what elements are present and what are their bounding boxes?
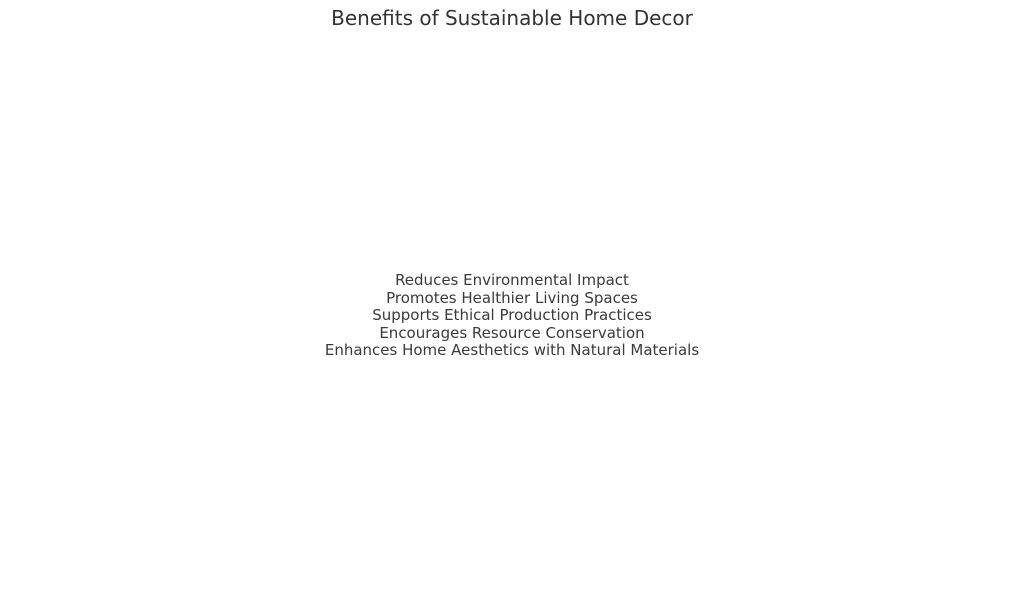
benefit-item: Supports Ethical Production Practices xyxy=(372,306,652,325)
page-title: Benefits of Sustainable Home Decor xyxy=(331,6,693,30)
benefit-item: Enhances Home Aesthetics with Natural Materials xyxy=(324,341,700,360)
benefit-item: Reduces Environmental Impact xyxy=(395,271,629,289)
benefit-item: Promotes Healthier Living Spaces xyxy=(386,288,638,307)
benefits-list xyxy=(0,272,1024,360)
benefit-item: Encourages Resource Conservation xyxy=(379,323,645,342)
